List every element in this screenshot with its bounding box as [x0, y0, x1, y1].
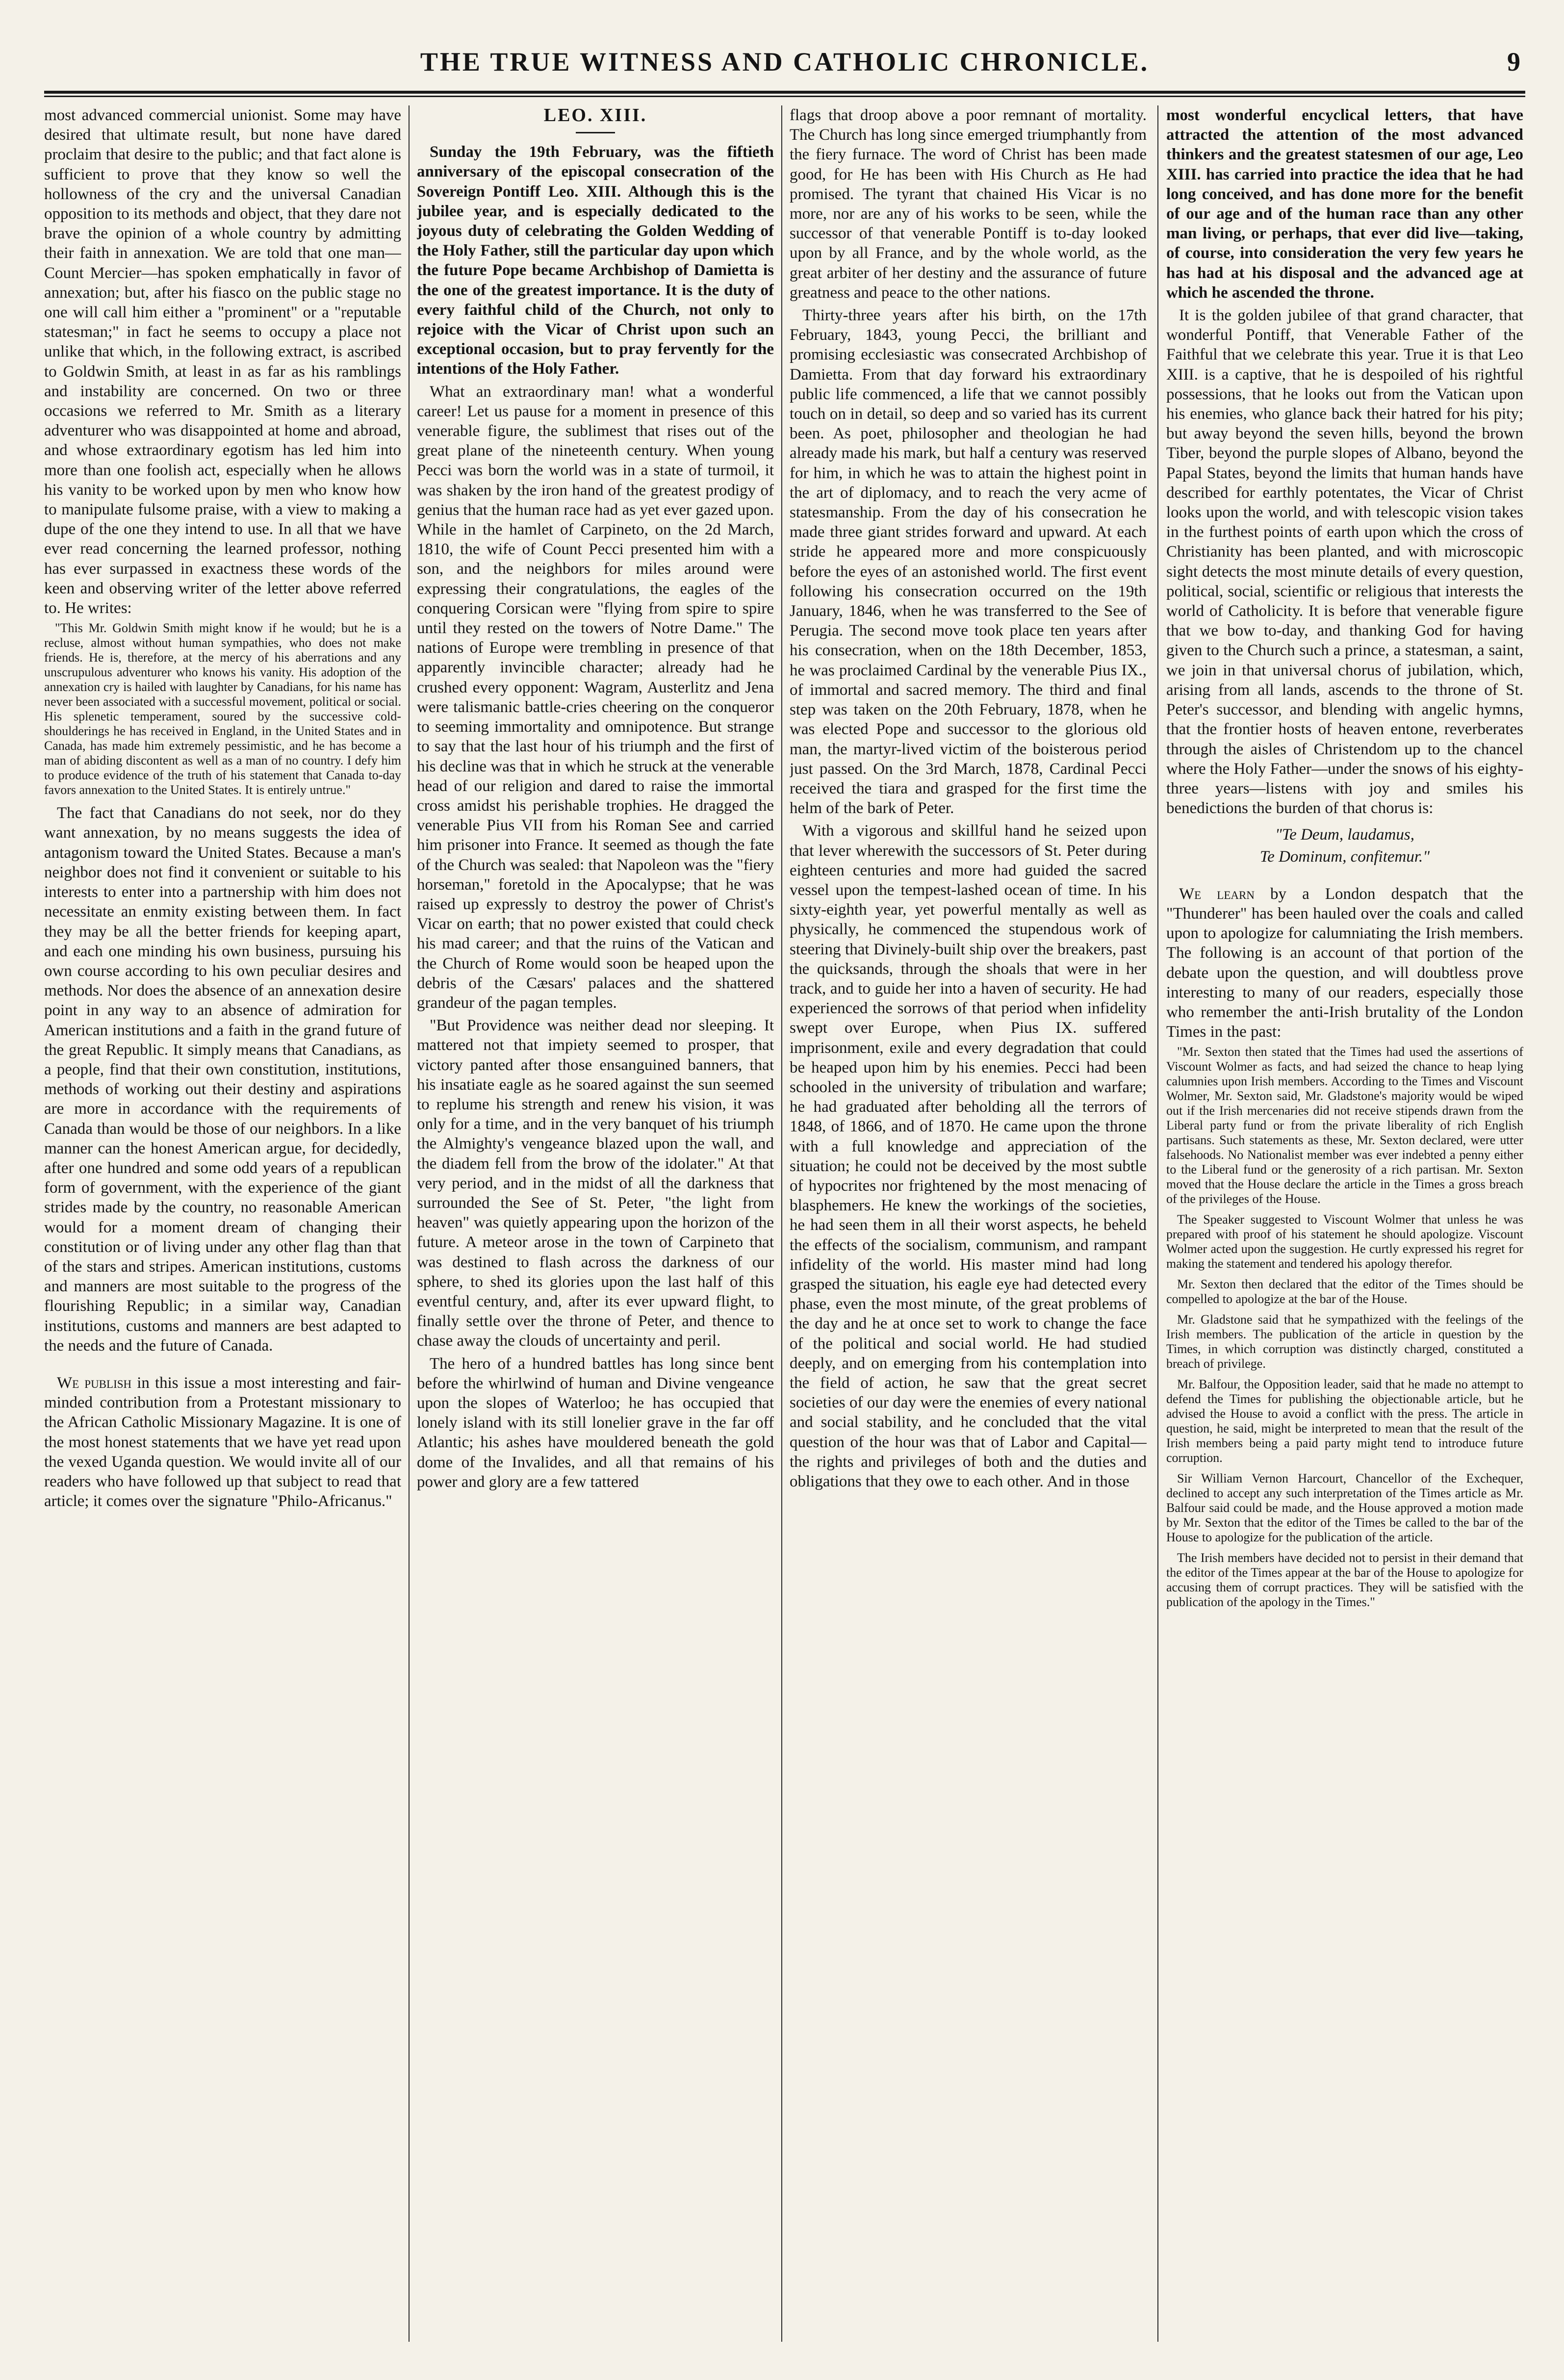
article-paragraph: Sunday the 19th February, was the fiftieth anniversary of the episcopal consecration of the Sovereign Pontiff Leo. XIII. Although this is the jubilee year, and is especially dedicated to the joyous duty of celebrating the Golden Wedding of the Holy Father, still the particular day upon which the future Pope became Archbishop of Damietta is the one of the greatest importance. It is the duty of every faithful child of the Church, not only to rejoice with the Vicar of Christ upon such an exceptional occasion, but to pray fervently for the intentions of the Holy Father.	[417, 143, 774, 378]
masthead-rule	[44, 96, 1525, 97]
article-paragraph: "But Providence was neither dead nor sleeping. It mattered not that impiety seemed to prosper, that victory panted after those ensanguined banners, that his insatiate eagle as he soared against the sun seemed to replume his strength and renew his vision, it was only for a time, and in the very banquet of his triumph the Almighty's vengeance blazed upon the wall, and the diadem fell from the brow of the idolater." At that very period, and in the midst of all the darkness that surrounded the See of St. Peter, "the light from heaven" was quietly appearing upon the horizon of the future. A meteor arose in the town of Carpineto that was destined to flash across the darkness of our sphere, to shed its glories upon the last half of this eventful century, and, after its ever upward flight, to finally settle over the throne of Peter, and thence to chase away the clouds of uncertainty and peril.	[417, 1017, 774, 1350]
article-paragraph: most wonderful encyclical letters, that have attracted the attention of the most advanced thinkers and the greatest statesmen of our age, Leo XIII. has carried into practice the idea that he had long conceived, and has done more for the benefit of our age and of the human race than any other man living, or perhaps, that ever did live—taking, of course, into consideration the very few years he has had at his disposal and the advanced age at which he ascended the throne.	[1166, 106, 1523, 302]
paragraph-lead: We publish	[57, 1374, 132, 1392]
article-paragraph	[1166, 884, 1523, 1042]
column-3	[790, 105, 1147, 2342]
article-paragraph: flags that droop above a poor remnant of mortality. The Church has long since emerged triumphantly from the fiery furnace. The word of Christ has been made good, for He has been with His Church as He had promised. The tyrant that chained His Vicar is no more, nor are any of his works to be seen, while the successor of that venerable Pontiff is to-day looked upon by all France, and by the whole world, as the great arbiter of her destiny and the assurance of future greatness and peace to the other nations.	[790, 106, 1147, 302]
article-paragraph: most advanced commercial unionist. Some may have desired that ultimate result, but none have dared proclaim that desire to the public; and that fact alone is sufficient to prove that they know so well the hollowness of the cry and the universal Canadian opposition to its methods and object, that they dare not brave the opinion of a whole country by admitting their faith in annexation. We are told that one man—Count Mercier—has spoken emphatically in favor of annexation; but, after his fiasco on the public stage no one will call him either a "prominent" or a "reputable statesman;" in fact he seems to occupy a place not unlike that which, in the following extract, is ascribed to Goldwin Smith, at least in as far as his ramblings and instability are concerned. On two or three occasions we referred to Mr. Smith as a literary adventurer who was disappointed at home and abroad, and whose extraordinary egotism has led him into more than one foolish act, especially when he allows his vanity to be worked upon by men who know how to manipulate fulsome praise, with a view to making a dupe of the one they intend to use. In all that we have ever read concerning the learned professor, nothing has ever surpassed in exactness these words of the keen and observing writer of the letter above referred to. He writes:	[44, 106, 401, 617]
article-paragraph: It is the golden jubilee of that grand character, that wonderful Pontiff, that Venerable Father of the Faithful that we celebrate this year. True it is that Leo XIII. is a captive, that he is despoiled of his rightful possessions, that he looks out from the Vatican upon his enemies, who glance back their hatred for his pity; but away beyond the seven hills, beyond the brown Tiber, beyond the purple slopes of Albano, beyond the Papal States, beyond the limits that human hands have described for earthly potentates, the Vicar of Christ looks upon the world, and with telescopic vision takes in the furthest points of earth upon which the cross of Christianity has been planted, and with microscopic sight detects the most minute details of every question, political, social, scientific or religious that interests the world of Catholicity. It is before that venerable figure that we bow to-day, and thanking God for having given to the Church such a prince, a statesman, a saint, we join in that universal chorus of jubilation, which, arising from all lands, ascends to the throne of St. Peter's successor, and blending with angelic hymns, that the frontier hosts of heaven entone, reverberates through the aisles of Christendom up to the chancel where the Holy Father—under the snows of his eighty-three years—listens with joy and smiles his benedictions the burden of that chorus is:	[1166, 307, 1523, 818]
column-divider	[1157, 105, 1158, 2342]
report-paragraph: Mr. Sexton then declared that the editor of the Times should be compelled to apologize at the bar of the House.	[1166, 1277, 1523, 1306]
paragraph-body: in this issue a most interesting and fair-minded contribution from a Protestant missionary to the African Catholic Missionary Magazine. It is one of the most honest statements that we have yet read upon the vexed Uganda question. We would invite all of our readers who have followed up that subject to read that article; it comes over the signature "Philo-Africanus."	[44, 1374, 401, 1510]
paragraph-lead: We learn	[1179, 885, 1255, 903]
article-paragraph: The hero of a hundred battles has long since bent before the whirlwind of human and Divine vengeance upon the slopes of Waterloo; he has occupied that lonely island with its still lonelier grave in the far off Atlantic; his ashes have mouldered beneath the gold dome of the Invalides, and all that remains of his power and glory are a few tattered	[417, 1355, 774, 1491]
hymn-line: Te Dominum, confitemur."	[1259, 847, 1430, 866]
column-1	[44, 105, 401, 2342]
report-paragraph: Mr. Gladstone said that he sympathized with the feelings of the Irish members. The publication of the article in question by the Times, in which corruption was distinctly charged, constituted a breach of privilege.	[1166, 1312, 1523, 1371]
article-heading: LEO. XIII.	[543, 105, 647, 126]
hymn-line: "Te Deum, laudamus,	[1275, 826, 1414, 844]
masthead	[44, 47, 1525, 94]
column-2	[417, 105, 774, 2342]
column-divider	[409, 105, 410, 2342]
report-paragraph: Sir William Vernon Harcourt, Chancellor of the Exchequer, declined to accept any such interpretation of the Times article as Mr. Balfour said could be made, and the House approved a motion made by Mr. Sexton that the editor of the Times be called to the bar of the House to apologize for the publication of the article.	[1166, 1471, 1523, 1545]
article-paragraph: What an extraordinary man! what a wonderful career! Let us pause for a moment in presence of this venerable figure, the sublimest that rises out of the great plane of the nineteenth century. When young Pecci was born the world was in a state of turmoil, it was shaken by the iron hand of the greatest prodigy of genius that the human race had as yet ever gazed upon. While in the hamlet of Carpineto, on the 2d March, 1810, the wife of Count Pecci presented him with a son, and the neighbors for miles around were expressing their congratulations, the eagles of the conquering Corsican were "flying from spire to spire until they rested on the towers of Notre Dame." The nations of Europe were trembling in presence of that apparently invincible character; already had he crushed every opponent: Wagram, Austerlitz and Jena were talismanic battle-cries cheering on the conqueror to seeming immortality and omnipotence. But strange to say that the last hour of his triumph and the first of his decline was that in which he struck at the venerable head of our religion and dared to raise the immortal cross amidst his perishable trophies. He dragged the venerable Pius VII from his Roman See and carried him prisoner into France. It seemed as though the fate of the Church was sealed: that Napoleon was the "fiery horseman," foretold in the Apocalypse; that he was raised up expressly to destroy the power of Christ's Vicar on earth; that no power existed that could check his mad career; and that the ruins of the Vatican and the Church of Rome would soon be heaped upon the debris of the Cæsars' palaces and the shattered grandeur of the pagan temples.	[417, 383, 774, 1012]
article-paragraph: With a vigorous and skillful hand he seized upon that lever wherewith the successors of St. Peter during eighteen centuries and more had guided the sacred vessel upon the tempest-lashed ocean of time. In his sixty-eighth year, yet powerful mentally as well as physically, he commenced the stupendous work of steering that Divinely-built ship over the breakers, past the quicksands, through the shoals that were in her track, and to guide her into a haven of security. He had experienced the sorrows of that period when infidelity swept over Europe, when Pius IX. suffered imprisonment, exile and every degradation that could be heaped upon him by his enemies. Pecci had been schooled in the university of tribulation and warfare; he had graduated after beholding all the terrors of 1848, of 1866, and of 1870. He came upon the throne with a full knowledge and appreciation of the situation; he could not be deceived by the most subtle of hypocrites nor frightened by the most menacing of blasphemers. He knew the workings of the societies, he had seen them in all their worst aspects, he beheld the effects of the socialism, communism, and rampant infidelity of the world. His master mind had long grasped the situation, his eagle eye had detected every phase, even the most minute, of the great problems of the day and he at once set to work to change the face of the political and social world. He had studied deeply, and on emerging from his contemplation into the field of action, he saw that the great secret societies of our day were the enemies of every national and social stability, and he concluded that the vital question of the hour was that of Labor and Capital—the rights and privileges of both and the duties and obligations that they owe to each other. And in those	[790, 822, 1147, 1491]
page-number: 9	[1507, 47, 1520, 77]
column-divider	[781, 105, 782, 2342]
report-paragraph: "Mr. Sexton then stated that the Times had used the assertions of Viscount Wolmer as facts, and had seized the chance to heap lying calumnies upon Irish members. According to the Times and Viscount Wolmer, Mr. Sexton said, Mr. Gladstone's majority would be wiped out if the Irish mercenaries did not receive stipends drawn from the Liberal party fund or from the private liberality of rich English partisans. Such statements as these, Mr. Sexton declared, were utter falsehoods. No Nationalist member was ever indebted a penny either to the Liberal fund or the generosity of a rich partisan. Mr. Sexton moved that the House declare the article in the Times a gross breach of the privileges of the House.	[1166, 1045, 1523, 1206]
newspaper-title: THE TRUE WITNESS AND CATHOLIC CHRONICLE.	[420, 47, 1150, 77]
report-paragraph: The Speaker suggested to Viscount Wolmer that unless he was prepared with proof of his statement he should apologize. Viscount Wolmer acted upon the suggestion. He curtly expressed his regret for making the statement and tendered his apology therefor.	[1166, 1212, 1523, 1271]
report-paragraph: Mr. Balfour, the Opposition leader, said that he made no attempt to defend the Times for publishing the objectionable article, but he advised the House to avoid a conflict with the press. The article in question, he said, might be interpreted to mean that the result of the Irish members being a paid party might tend to introduce future corruption.	[1166, 1377, 1523, 1465]
article-paragraph: The fact that Canadians do not seek, nor do they want annexation, by no means suggests the idea of antagonism toward the United States. Because a man's neighbor does not find it convenient or suitable to his interests to enter into a partnership with him does not necessitate an enmity existing between them. In fact they may be all the better friends for keeping apart, and each one minding his own business, pursuing his own course according to his own peculiar desires and methods. Nor does the absence of an annexation desire point in any way to an absence of admiration for American institutions and a faith in the grand future of the great Republic. It simply means that Canadians, as a people, find that their own constitution, institutions, methods of working out their destiny and aspirations are more in accordance with the requirements of Canada than would be those of our neighbors. In a like manner can the honest American argue, for decidedly, after one hundred and some odd years of a republican form of government, with the experience of the giant strides made by the country, no reasonable American would for a moment dream of changing their constitution or of living under any other flag than that of the stars and stripes. American institutions, customs and manners are most suitable to the progress of the flourishing Republic; in a similar way, Canadian institutions, customs and manners are best adapted to the needs and the future of Canada.	[44, 804, 401, 1355]
heading-rule	[576, 132, 615, 133]
column-4	[1166, 105, 1523, 2342]
quoted-letter: "This Mr. Goldwin Smith might know if he would; but he is a recluse, almost without human sympathies, who does not make friends. He is, therefore, at the mercy of his aberrations and any unscrupulous adventurer who knows his vanity. His adoption of the annexation cry is hailed with laughter by Canadians, for his name has never been associated with a successful movement, political or social. His splenetic temperament, soured by the successive cold-shoulderings he has received in England, in the United States and in Canada, has made him extremely pessimistic, and he has become a man of abiding discontent as well as a man of no country. I defy him to produce evidence of the truth of his statement that Canada to-day favors annexation to the United States. It is entirely untrue."	[44, 621, 401, 797]
article-paragraph	[44, 1373, 401, 1511]
article-paragraph: Thirty-three years after his birth, on the 17th February, 1843, young Pecci, the brilliant and promising ecclesiastic was consecrated Archbishop of Damietta. From that day forward his extraordinary public life commenced, a life that we cannot possibly touch on in detail, so deep and so varied has its current been. As poet, philosopher and theologian he had already made his mark, but half a century was reserved for him, in which he was to attain the highest point in the art of diplomacy, and to reach the very acme of statesmanship. From the day of his consecration he made three giant strides forward and upward. At each stride he appeared more and more conspicuously before the eyes of an astonished world. The first event following his consecration occurred on the 19th January, 1846, when he was transferred to the See of Perugia. The second move took place ten years after his consecration, when on the 18th December, 1853, he was proclaimed Cardinal by the venerable Pius IX., of immortal and sacred memory. The third and final step was taken on the 20th February, 1878, when he was elected Pope and successor to the glorious old man, the martyr-lived victim of the boisterous period just passed. On the 3rd March, 1878, Cardinal Pecci received the tiara and grasped for the first time the helm of the bark of Peter.	[790, 307, 1147, 818]
paragraph-body: by a London despatch that the "Thunderer" has been hauled over the coals and called upon to apologize for calumniating the Irish members. The following is an account of that portion of the debate upon the question, and will doubtless prove interesting to many of our readers, especially those who remember the anti-Irish brutality of the London Times in the past:	[1166, 885, 1523, 1041]
report-paragraph: The Irish members have decided not to persist in their demand that the editor of the Times appear at the bar of the House to apologize for accusing them of corrupt practices. They will be satisfied with the publication of the apology in the Times."	[1166, 1551, 1523, 1610]
